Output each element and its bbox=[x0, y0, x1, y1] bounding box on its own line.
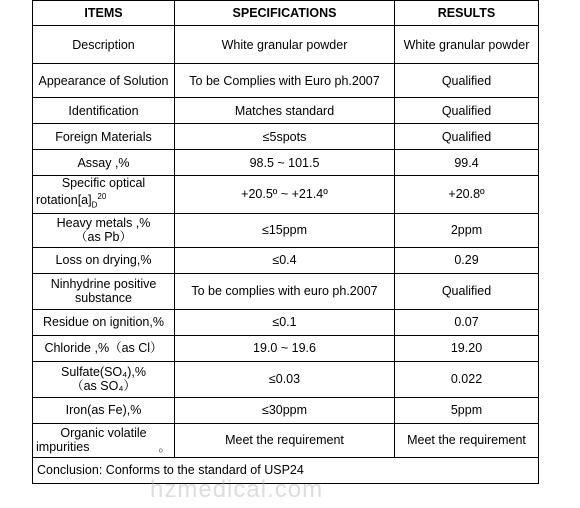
table-row bbox=[33, 247, 539, 273]
spec-cell: ≤15ppm bbox=[175, 213, 395, 247]
header-results: RESULTS bbox=[395, 1, 539, 26]
table-row bbox=[33, 335, 539, 361]
table-row bbox=[33, 26, 539, 64]
item-cell: Iron(as Fe),% bbox=[33, 397, 175, 423]
item-cell: Identification bbox=[33, 98, 175, 124]
result-cell: 2ppm bbox=[395, 213, 539, 247]
result-cell: White granular powder bbox=[395, 26, 539, 64]
table-row bbox=[33, 361, 539, 397]
result-cell: 0.07 bbox=[395, 309, 539, 335]
result-cell: Qualified bbox=[395, 98, 539, 124]
conclusion-row bbox=[33, 457, 539, 483]
spec-cell: 19.0 ~ 19.6 bbox=[175, 335, 395, 361]
item-subscript: D bbox=[91, 200, 98, 210]
watermark: hzmedical.com bbox=[150, 476, 324, 503]
item-cell: Loss on drying,% bbox=[33, 247, 175, 273]
specification-table bbox=[32, 0, 539, 484]
item-superscript: 20 bbox=[97, 192, 107, 201]
item-cell: Appearance of Solution bbox=[33, 64, 175, 98]
item-text: Specific optical rotation[a] bbox=[36, 176, 146, 208]
item-cell: Sulfate(SO₄),% （as SO₄） bbox=[33, 361, 175, 397]
item-cell: Foreign Materials bbox=[33, 124, 175, 150]
result-cell: 99.4 bbox=[395, 150, 539, 176]
spec-cell: ≤0.4 bbox=[175, 247, 395, 273]
item-cell: Ninhydrine positive substance bbox=[33, 273, 175, 309]
result-cell: +20.8º bbox=[395, 176, 539, 214]
header-specifications: SPECIFICATIONS bbox=[175, 1, 395, 26]
spec-cell: +20.5º ~ +21.4º bbox=[175, 176, 395, 214]
spec-cell: ≤5spots bbox=[175, 124, 395, 150]
table-row bbox=[33, 213, 539, 247]
result-cell: 0.022 bbox=[395, 361, 539, 397]
result-cell: 19.20 bbox=[395, 335, 539, 361]
spec-cell: ≤0.03 bbox=[175, 361, 395, 397]
table-row bbox=[33, 309, 539, 335]
result-cell: Meet the requirement bbox=[395, 423, 539, 457]
spec-cell: 98.5 ~ 101.5 bbox=[175, 150, 395, 176]
result-cell: Qualified bbox=[395, 273, 539, 309]
table-row bbox=[33, 64, 539, 98]
spec-cell: To be complies with euro ph.2007 bbox=[175, 273, 395, 309]
table-row bbox=[33, 273, 539, 309]
spec-cell: Meet the requirement bbox=[175, 423, 395, 457]
item-cell: Description bbox=[33, 26, 175, 64]
spec-cell: ≤30ppm bbox=[175, 397, 395, 423]
header-row bbox=[33, 1, 539, 26]
item-cell bbox=[33, 176, 175, 214]
table-row bbox=[33, 150, 539, 176]
item-cell: Assay ,% bbox=[33, 150, 175, 176]
spec-cell: Matches standard bbox=[175, 98, 395, 124]
conclusion-cell: Conclusion: Conforms to the standard of USP24 bbox=[33, 457, 539, 483]
table-row bbox=[33, 124, 539, 150]
spec-cell: White granular powder bbox=[175, 26, 395, 64]
table-row bbox=[33, 176, 539, 214]
result-cell: 5ppm bbox=[395, 397, 539, 423]
spec-cell: ≤0.1 bbox=[175, 309, 395, 335]
table-row bbox=[33, 397, 539, 423]
item-cell: Organic volatile impurities。 bbox=[33, 423, 175, 457]
header-items: ITEMS bbox=[33, 1, 175, 26]
result-cell: 0.29 bbox=[395, 247, 539, 273]
table-row bbox=[33, 423, 539, 457]
result-cell: Qualified bbox=[395, 64, 539, 98]
spec-cell: To be Complies with Euro ph.2007 bbox=[175, 64, 395, 98]
result-cell: Qualified bbox=[395, 124, 539, 150]
table-row bbox=[33, 98, 539, 124]
item-cell: Chloride ,%（as Cl） bbox=[33, 335, 175, 361]
item-cell: Residue on ignition,% bbox=[33, 309, 175, 335]
item-cell: Heavy metals ,% （as Pb） bbox=[33, 213, 175, 247]
